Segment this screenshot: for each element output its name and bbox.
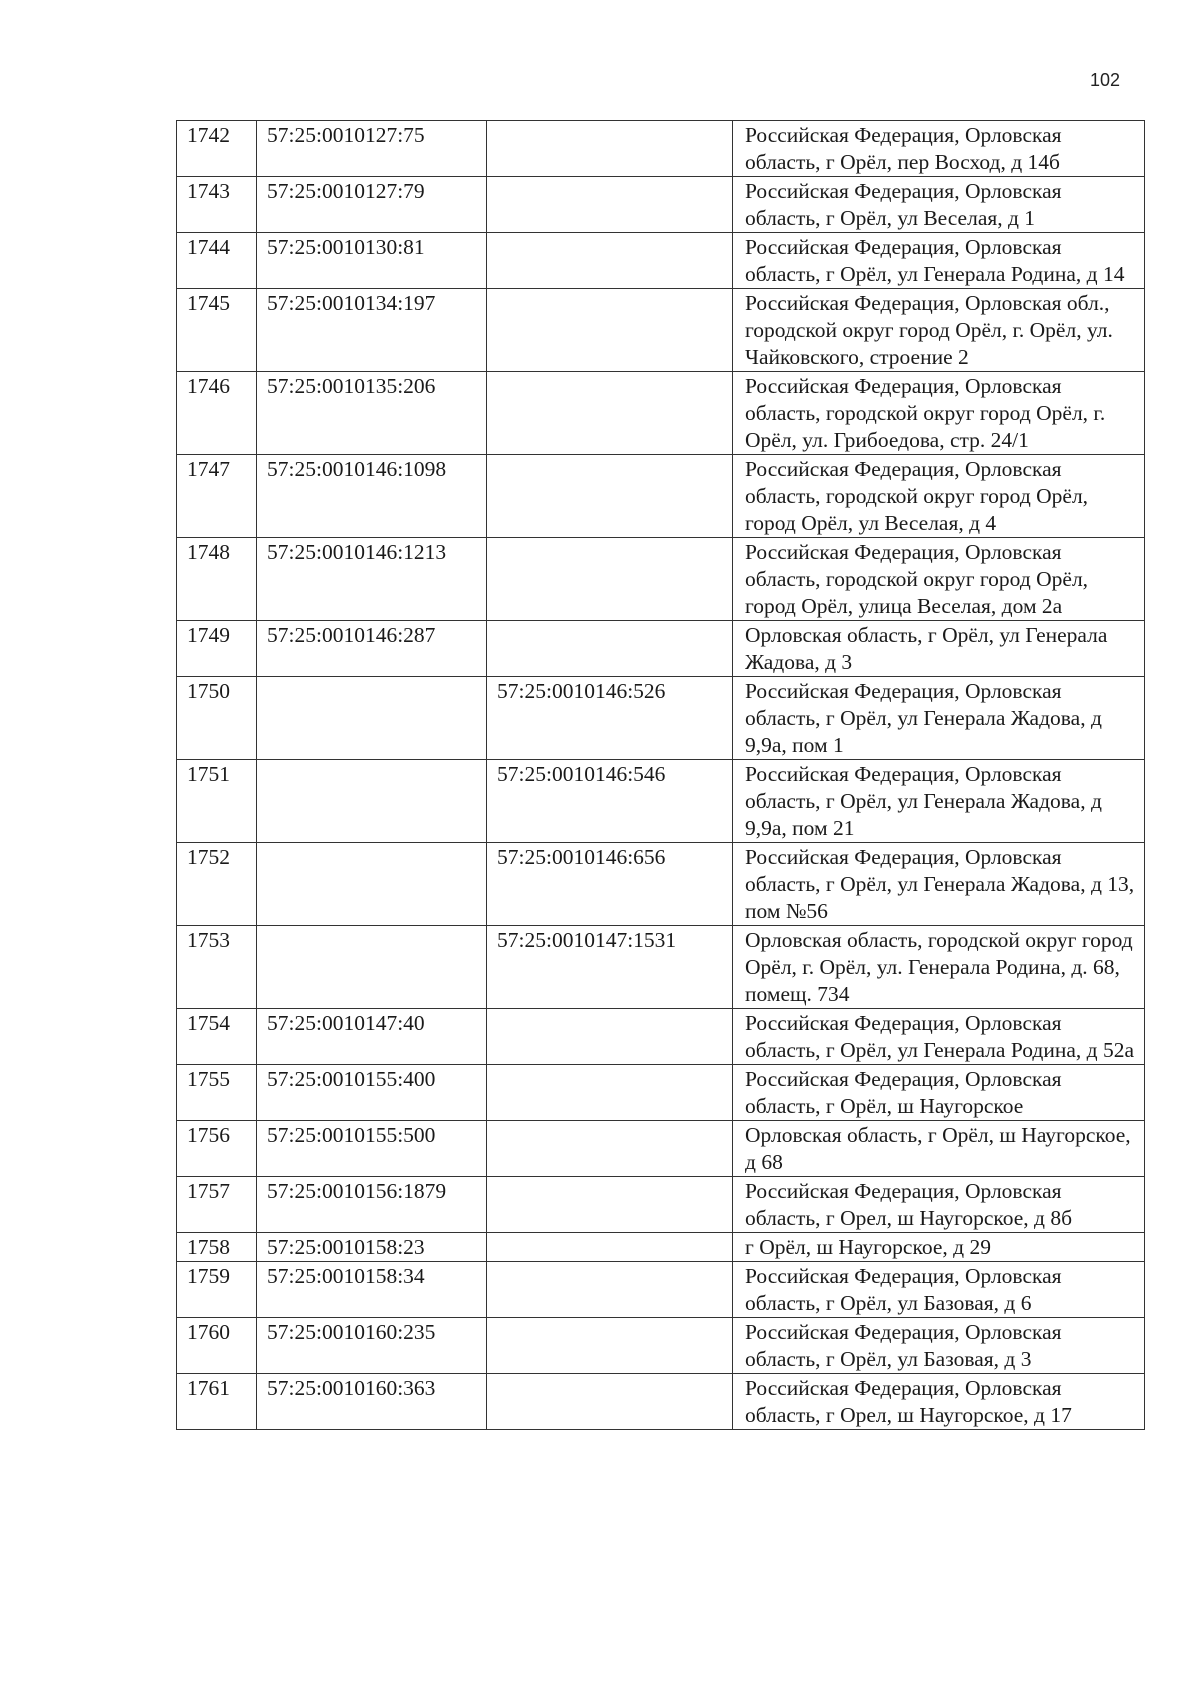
- address-cell: Российская Федерация, Орловская область, г Орёл, ул Веселая, д 1: [733, 177, 1145, 233]
- premises-cadastral-number-cell: 57:25:0010146:546: [487, 760, 733, 843]
- address-cell: Российская Федерация, Орловская область, г Орёл, ул Генерала Жадова, д 9,9а, пом 21: [733, 760, 1145, 843]
- address-cell: г Орёл, ш Наугорское, д 29: [733, 1233, 1145, 1262]
- premises-cadastral-number-cell: [487, 1262, 733, 1318]
- cadastral-number-cell: [257, 677, 487, 760]
- row-number-cell: 1760: [177, 1318, 257, 1374]
- cadastral-number-cell: 57:25:0010155:500: [257, 1121, 487, 1177]
- row-number-cell: 1749: [177, 621, 257, 677]
- cadastral-number-cell: 57:25:0010135:206: [257, 372, 487, 455]
- row-number-cell: 1743: [177, 177, 257, 233]
- premises-cadastral-number-cell: 57:25:0010146:656: [487, 843, 733, 926]
- cadastral-number-cell: 57:25:0010158:23: [257, 1233, 487, 1262]
- address-cell: Российская Федерация, Орловская область, г Орёл, пер Восход, д 14б: [733, 121, 1145, 177]
- table-row: [177, 1009, 1145, 1065]
- table-row: [177, 1177, 1145, 1233]
- address-cell: Орловская область, г Орёл, ул Генерала Жадова, д 3: [733, 621, 1145, 677]
- table-row: [177, 289, 1145, 372]
- cadastral-number-cell: [257, 926, 487, 1009]
- table-row: [177, 677, 1145, 760]
- premises-cadastral-number-cell: [487, 121, 733, 177]
- cadastral-number-cell: [257, 843, 487, 926]
- cadastral-number-cell: [257, 760, 487, 843]
- row-number-cell: 1751: [177, 760, 257, 843]
- address-cell: Российская Федерация, Орловская область, г Орел, ш Наугорское, д 8б: [733, 1177, 1145, 1233]
- premises-cadastral-number-cell: [487, 1233, 733, 1262]
- premises-cadastral-number-cell: [487, 538, 733, 621]
- address-cell: Российская Федерация, Орловская область, г Орёл, ул Генерала Родина, д 52а: [733, 1009, 1145, 1065]
- premises-cadastral-number-cell: [487, 1374, 733, 1430]
- row-number-cell: 1757: [177, 1177, 257, 1233]
- table-row: [177, 760, 1145, 843]
- premises-cadastral-number-cell: [487, 455, 733, 538]
- address-cell: Российская Федерация, Орловская область, г Орёл, ул Генерала Родина, д 14: [733, 233, 1145, 289]
- row-number-cell: 1759: [177, 1262, 257, 1318]
- premises-cadastral-number-cell: [487, 1318, 733, 1374]
- premises-cadastral-number-cell: [487, 289, 733, 372]
- premises-cadastral-number-cell: [487, 1065, 733, 1121]
- address-cell: Российская Федерация, Орловская область, г Орёл, ш Наугорское: [733, 1065, 1145, 1121]
- table-row: [177, 1121, 1145, 1177]
- row-number-cell: 1742: [177, 121, 257, 177]
- cadastral-number-cell: 57:25:0010158:34: [257, 1262, 487, 1318]
- registry-table: [176, 120, 1145, 1430]
- premises-cadastral-number-cell: [487, 372, 733, 455]
- row-number-cell: 1745: [177, 289, 257, 372]
- row-number-cell: 1744: [177, 233, 257, 289]
- address-cell: Российская Федерация, Орловская область, городской округ город Орёл, г. Орёл, ул. Грибоедова, стр. 24/1: [733, 372, 1145, 455]
- cadastral-number-cell: 57:25:0010146:1098: [257, 455, 487, 538]
- row-number-cell: 1756: [177, 1121, 257, 1177]
- page-number: 102: [1090, 70, 1121, 90]
- cadastral-number-cell: 57:25:0010130:81: [257, 233, 487, 289]
- premises-cadastral-number-cell: 57:25:0010147:1531: [487, 926, 733, 1009]
- address-cell: Российская Федерация, Орловская область, городской округ город Орёл, город Орёл, улица Веселая, дом 2а: [733, 538, 1145, 621]
- cadastral-number-cell: 57:25:0010134:197: [257, 289, 487, 372]
- table-row: [177, 177, 1145, 233]
- cadastral-number-cell: 57:25:0010127:79: [257, 177, 487, 233]
- address-cell: Российская Федерация, Орловская область, городской округ город Орёл, город Орёл, ул Веселая, д 4: [733, 455, 1145, 538]
- premises-cadastral-number-cell: [487, 1121, 733, 1177]
- table-row: [177, 1262, 1145, 1318]
- table-row: [177, 455, 1145, 538]
- premises-cadastral-number-cell: 57:25:0010146:526: [487, 677, 733, 760]
- cadastral-number-cell: 57:25:0010155:400: [257, 1065, 487, 1121]
- row-number-cell: 1752: [177, 843, 257, 926]
- address-cell: Российская Федерация, Орловская область, г Орёл, ул Генерала Жадова, д 13, пом №56: [733, 843, 1145, 926]
- address-cell: Российская Федерация, Орловская область, г Орёл, ул Базовая, д 6: [733, 1262, 1145, 1318]
- address-cell: Российская Федерация, Орловская обл., городской округ город Орёл, г. Орёл, ул. Чайковского, строение 2: [733, 289, 1145, 372]
- row-number-cell: 1746: [177, 372, 257, 455]
- table-row: [177, 372, 1145, 455]
- address-cell: Российская Федерация, Орловская область, г Орёл, ул Генерала Жадова, д 9,9а, пом 1: [733, 677, 1145, 760]
- address-cell: Российская Федерация, Орловская область, г Орёл, ул Базовая, д 3: [733, 1318, 1145, 1374]
- row-number-cell: 1754: [177, 1009, 257, 1065]
- row-number-cell: 1748: [177, 538, 257, 621]
- cadastral-number-cell: 57:25:0010160:363: [257, 1374, 487, 1430]
- registry-table-body: [177, 121, 1145, 1430]
- premises-cadastral-number-cell: [487, 621, 733, 677]
- address-cell: Орловская область, г Орёл, ш Наугорское, д 68: [733, 1121, 1145, 1177]
- cadastral-number-cell: 57:25:0010146:1213: [257, 538, 487, 621]
- table-row: [177, 121, 1145, 177]
- cadastral-number-cell: 57:25:0010147:40: [257, 1009, 487, 1065]
- row-number-cell: 1758: [177, 1233, 257, 1262]
- table-row: [177, 1233, 1145, 1262]
- address-cell: Российская Федерация, Орловская область, г Орел, ш Наугорское, д 17: [733, 1374, 1145, 1430]
- row-number-cell: 1761: [177, 1374, 257, 1430]
- row-number-cell: 1750: [177, 677, 257, 760]
- table-row: [177, 926, 1145, 1009]
- premises-cadastral-number-cell: [487, 233, 733, 289]
- table-row: [177, 1318, 1145, 1374]
- cadastral-number-cell: 57:25:0010156:1879: [257, 1177, 487, 1233]
- table-row: [177, 233, 1145, 289]
- table-row: [177, 1374, 1145, 1430]
- address-cell: Орловская область, городской округ город Орёл, г. Орёл, ул. Генерала Родина, д. 68, помещ. 734: [733, 926, 1145, 1009]
- row-number-cell: 1747: [177, 455, 257, 538]
- premises-cadastral-number-cell: [487, 1177, 733, 1233]
- table-row: [177, 538, 1145, 621]
- row-number-cell: 1753: [177, 926, 257, 1009]
- premises-cadastral-number-cell: [487, 1009, 733, 1065]
- table-row: [177, 1065, 1145, 1121]
- table-row: [177, 621, 1145, 677]
- row-number-cell: 1755: [177, 1065, 257, 1121]
- cadastral-number-cell: 57:25:0010160:235: [257, 1318, 487, 1374]
- cadastral-number-cell: 57:25:0010127:75: [257, 121, 487, 177]
- table-row: [177, 843, 1145, 926]
- premises-cadastral-number-cell: [487, 177, 733, 233]
- cadastral-number-cell: 57:25:0010146:287: [257, 621, 487, 677]
